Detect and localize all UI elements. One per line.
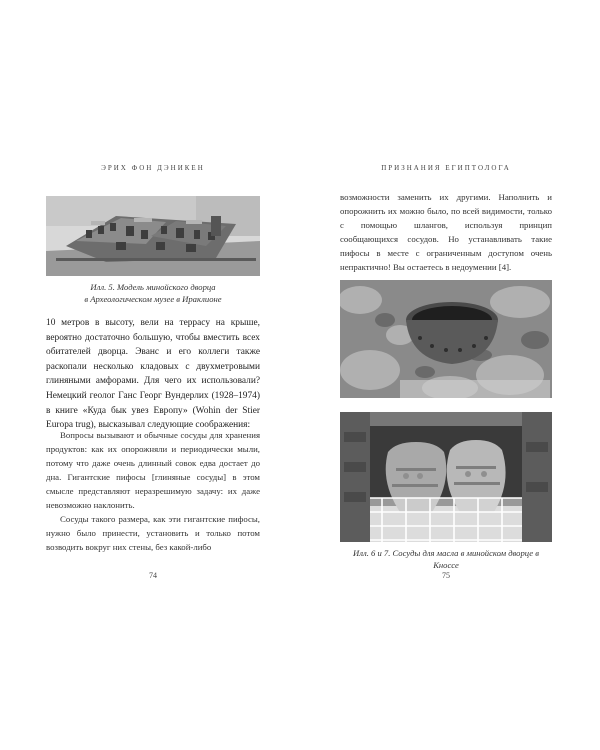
block-quote-continued (340, 190, 552, 274)
palace-model-image (46, 196, 260, 276)
running-head-right: ПРИЗНАНИЯ ЕГИПТОЛОГА (381, 164, 511, 172)
block-quote (46, 428, 260, 554)
pithos-ruins-image (340, 280, 552, 398)
quote-paragraph-1: Вопросы вызывают и обычные сосуды для хранения продуктов: как их опорожняли и периодически мыли, потому что даже очень длинный совок едва достает до дна. Гигантские пифосы [глиняные сосуды] в этом смысле представляют неразрешимую задачу: их даже невозможно наклонить. (46, 430, 260, 510)
caption-line-2: в Археологическом музее в Ираклионе (84, 293, 222, 304)
figure-caption-6-7: Илл. 6 и 7. Сосуды для масла в минойском дворце в Кноссе (353, 548, 539, 570)
figure-caption-5 (46, 282, 260, 305)
quote-continued-text: возможности заменить их другими. Наполнить и опорожнить их можно было, по всей видимости, только с помощью шлангов, используя принцип сообщающихся сосудов. Но устанавливать такие пифосы в месте с ограниченным доступом очень непрактично! Вы остаетесь в недоумении [4]. (340, 192, 552, 272)
caption-line-1: Илл. 5. Модель минойского дворца (90, 282, 216, 292)
pithoi-storage-image (340, 412, 552, 542)
palace-model-photo (46, 196, 260, 276)
body-paragraph (46, 316, 260, 433)
left-page (46, 0, 260, 750)
pithos-ruins-photo (340, 280, 552, 398)
pithoi-storage-photo (340, 412, 552, 542)
right-page (340, 0, 552, 750)
page-number-right: 75 (442, 571, 450, 580)
page-number-left: 74 (149, 571, 157, 580)
body-text-left: 10 метров в высоту, вели на террасу на крыше, вероятно достаточно большую, чтобы вместить всех обитателей дворца. Эванс и его коллеги также раскопали несколько кладовых с двухметровыми глиняными амфорами. Для чего их использовали? Немецкий геолог Ганс Георг Вундерлих (1928–1974) в книге «Куда бык увез Европу» (Wohin der Stier Europa trug), высказывал следующие соображения: (46, 318, 260, 431)
quote-paragraph-2: Сосуды такого размера, как эти гигантские пифосы, нужно было принести, установить и только потом возводить вокруг них стены, без какой-либо (46, 514, 260, 552)
running-head-left: ЭРИХ ФОН ДЭНИКЕН (101, 164, 205, 172)
